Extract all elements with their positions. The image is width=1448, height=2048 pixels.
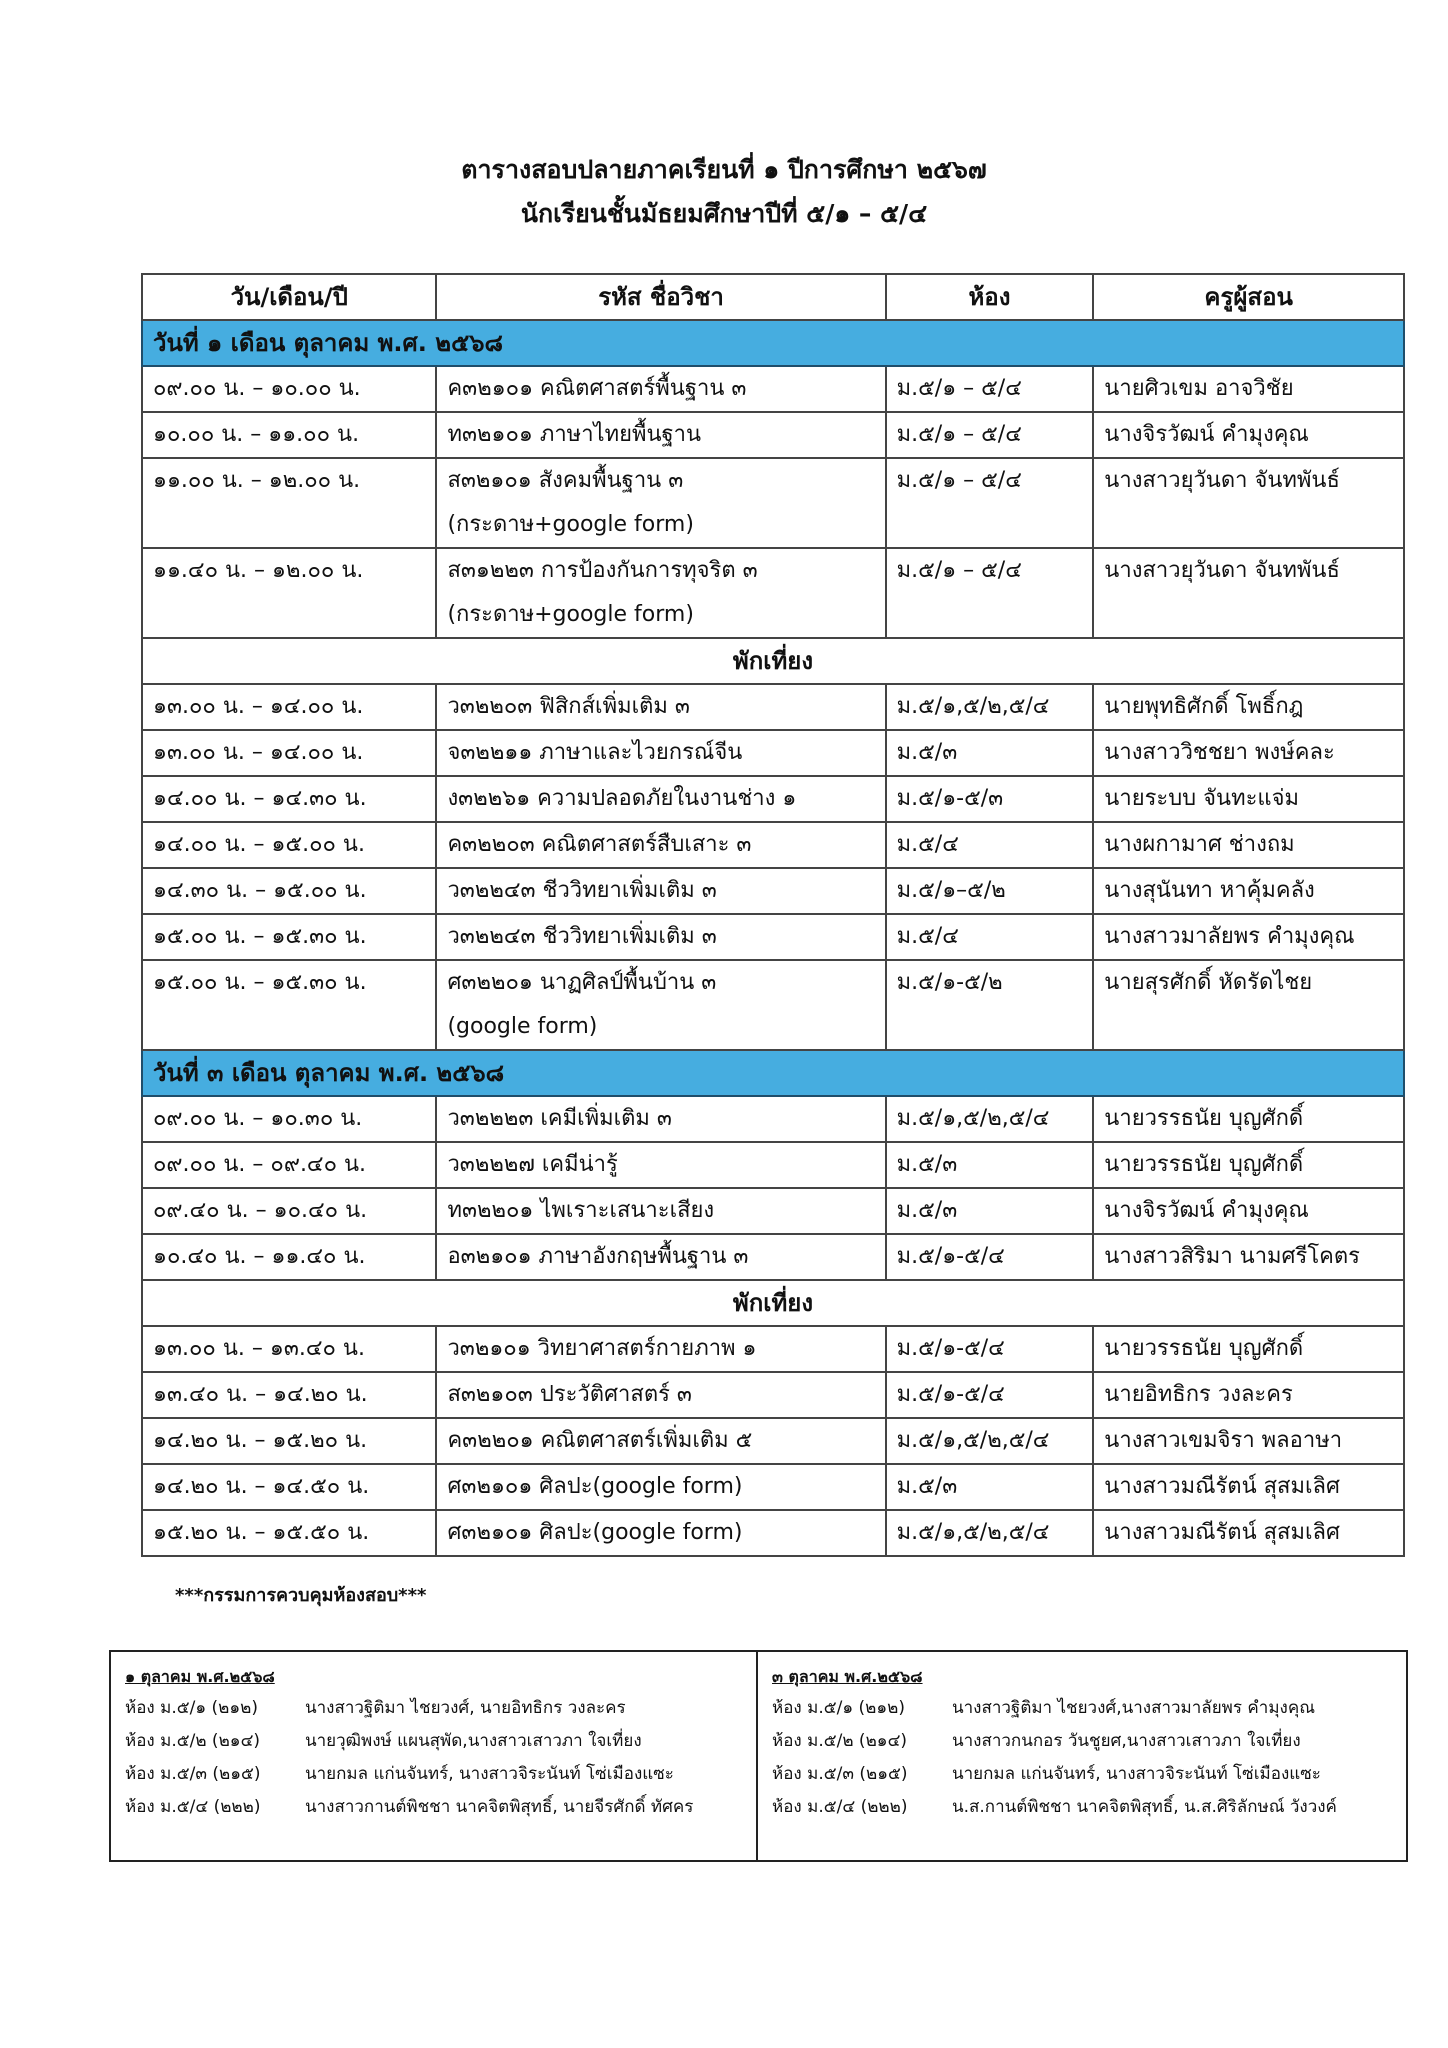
document-title <box>0 148 1448 236</box>
exam-room: ม.๕/๑-๕/๔ <box>886 1234 1094 1280</box>
exam-row <box>142 548 1404 638</box>
title-line-2: นักเรียนชั้นมัธยมศึกษาปีที่ ๕/๑ – ๕/๔ <box>520 199 928 228</box>
exam-time: ๑๔.๒๐ น. – ๑๕.๒๐ น. <box>142 1418 436 1464</box>
exam-time: ๐๙.๐๐ น. – ๑๐.๐๐ น. <box>142 366 436 412</box>
exam-time: ๑๕.๐๐ น. – ๑๕.๓๐ น. <box>142 960 436 1050</box>
exam-subject <box>436 1142 885 1188</box>
exam-room: ม.๕/๑-๕/๔ <box>886 1326 1094 1372</box>
exam-time: ๑๓.๐๐ น. – ๑๔.๐๐ น. <box>142 684 436 730</box>
exam-room: ม.๕/๑-๕/๒ <box>886 960 1094 1050</box>
exam-row <box>142 412 1404 458</box>
exam-teacher: นายระบบ จันทะแจ่ม <box>1093 776 1404 822</box>
exam-subject <box>436 1188 885 1234</box>
proctor-room: ห้อง ม.๕/๔ (๒๒๒) <box>772 1797 908 1817</box>
exam-teacher: นายศิวเขม อาจวิชัย <box>1093 366 1404 412</box>
proctor-names: นายวุฒิพงษ์ แผนสุพัด,นางสาวเสาวภา ใจเที่ยง <box>305 1731 642 1751</box>
exam-room: ม.๕/๑ – ๕/๔ <box>886 548 1094 638</box>
exam-subject <box>436 684 885 730</box>
exam-room: ม.๕/๑,๕/๒,๕/๔ <box>886 1418 1094 1464</box>
subject-note: (กระดาษ+google form) <box>447 512 694 537</box>
proctor-room: ห้อง ม.๕/๑ (๒๑๒) <box>772 1698 905 1718</box>
title-line-1: ตารางสอบปลายภาคเรียนที่ ๑ ปีการศึกษา ๒๕๖๗ <box>461 155 987 184</box>
header-subject: รหัส ชื่อวิชา <box>436 274 885 320</box>
exam-subject <box>436 412 885 458</box>
subject-name: ส๓๒๑๐๑ สังคมพื้นฐาน ๓ <box>447 468 684 493</box>
exam-subject <box>436 1326 885 1372</box>
exam-time: ๐๙.๐๐ น. – ๑๐.๓๐ น. <box>142 1096 436 1142</box>
exam-subject <box>436 1234 885 1280</box>
proctor-names: นางสาวกานต์พิชชา นาคจิตพิสุทธิ์, นายจีรศักดิ์ ทัศคร <box>305 1797 694 1817</box>
exam-row <box>142 684 1404 730</box>
exam-teacher: นางสาวเขมจิรา พลอาษา <box>1093 1418 1404 1464</box>
subject-name: ว๓๒๑๐๑ วิทยาศาสตร์กายภาพ ๑ <box>447 1336 757 1361</box>
exam-row <box>142 1188 1404 1234</box>
exam-room: ม.๕/๓ <box>886 1464 1094 1510</box>
exam-teacher: นางสาวยุวันดา จันทพันธ์ <box>1093 458 1404 548</box>
exam-teacher: นางจิรวัฒน์ คำมุงคุณ <box>1093 412 1404 458</box>
day-header-row <box>142 1050 1404 1096</box>
exam-row <box>142 1326 1404 1372</box>
exam-teacher: นางสาวมณีรัตน์ สุสมเลิศ <box>1093 1464 1404 1510</box>
exam-subject <box>436 1464 885 1510</box>
subject-name: ศ๓๒๑๐๑ ศิลปะ(google form) <box>447 1520 743 1545</box>
subject-note: (google form) <box>447 1014 598 1039</box>
subject-name: จ๓๒๒๑๑ ภาษาและไวยกรณ์จีน <box>447 740 743 765</box>
exam-row <box>142 730 1404 776</box>
exam-teacher: นางสาวมณีรัตน์ สุสมเลิศ <box>1093 1510 1404 1556</box>
proctor-date: ๑ ตุลาคม พ.ศ.๒๕๖๘ <box>125 1667 275 1686</box>
subject-name: ว๓๒๒๔๓ ชีววิทยาเพิ่มเติม ๓ <box>447 924 717 949</box>
day-label: วันที่ ๑ เดือน ตุลาคม พ.ศ. ๒๕๖๘ <box>142 320 1404 366</box>
exam-time: ๑๓.๔๐ น. – ๑๔.๒๐ น. <box>142 1372 436 1418</box>
exam-row <box>142 1418 1404 1464</box>
exam-teacher: นายสุรศักดิ์ หัดรัดไชย <box>1093 960 1404 1050</box>
exam-time: ๑๔.๐๐ น. – ๑๔.๓๐ น. <box>142 776 436 822</box>
day-label: วันที่ ๓ เดือน ตุลาคม พ.ศ. ๒๕๖๘ <box>142 1050 1404 1096</box>
exam-subject <box>436 868 885 914</box>
subject-name: ค๓๒๑๐๑ คณิตศาสตร์พื้นฐาน ๓ <box>447 376 747 401</box>
exam-time: ๑๑.๔๐ น. – ๑๒.๐๐ น. <box>142 548 436 638</box>
exam-time: ๐๙.๔๐ น. – ๑๐.๔๐ น. <box>142 1188 436 1234</box>
exam-teacher: นางผกามาศ ช่างถม <box>1093 822 1404 868</box>
exam-subject <box>436 1372 885 1418</box>
lunch-break-label: พักเที่ยง <box>142 1280 1404 1326</box>
proctor-assignment <box>125 1791 742 1824</box>
exam-row <box>142 1464 1404 1510</box>
proctor-room: ห้อง ม.๕/๒ (๒๑๔) <box>772 1731 908 1751</box>
exam-teacher: นายพุทธิศักดิ์ โพธิ์กฎ <box>1093 684 1404 730</box>
exam-row <box>142 366 1404 412</box>
exam-time: ๑๔.๓๐ น. – ๑๕.๐๐ น. <box>142 868 436 914</box>
proctor-names: นางสาวฐิติมา ไชยวงศ์, นายอิทธิกร วงละคร <box>305 1698 626 1718</box>
exam-row <box>142 914 1404 960</box>
exam-room: ม.๕/๑ – ๕/๔ <box>886 458 1094 548</box>
exam-row <box>142 1142 1404 1188</box>
proctor-room: ห้อง ม.๕/๓ (๒๑๕) <box>125 1764 261 1784</box>
exam-room: ม.๕/๑-๕/๔ <box>886 1372 1094 1418</box>
exam-time: ๑๐.๐๐ น. – ๑๑.๐๐ น. <box>142 412 436 458</box>
subject-name: ท๓๒๒๐๑ ไพเราะเสนาะเสียง <box>447 1198 715 1223</box>
exam-room: ม.๕/๑,๕/๒,๕/๔ <box>886 684 1094 730</box>
exam-subject <box>436 1096 885 1142</box>
proctor-room: ห้อง ม.๕/๒ (๒๑๔) <box>125 1731 261 1751</box>
exam-room: ม.๕/๓ <box>886 730 1094 776</box>
exam-time: ๐๙.๐๐ น. – ๐๙.๔๐ น. <box>142 1142 436 1188</box>
subject-name: ว๓๒๒๒๓ เคมีเพิ่มเติม ๓ <box>447 1106 672 1131</box>
exam-subject <box>436 366 885 412</box>
exam-row <box>142 1510 1404 1556</box>
exam-row <box>142 458 1404 548</box>
exam-subject <box>436 548 885 638</box>
exam-teacher: นายอิทธิกร วงละคร <box>1093 1372 1404 1418</box>
subject-name: ค๓๒๒๐๓ คณิตศาสตร์สืบเสาะ ๓ <box>447 832 752 857</box>
proctor-assignment <box>772 1725 1392 1758</box>
proctor-heading: ***กรรมการควบคุมห้องสอบ*** <box>175 1585 427 1606</box>
proctor-assignment <box>772 1758 1392 1791</box>
exam-teacher: นายวรรธนัย บุญศักดิ์ <box>1093 1326 1404 1372</box>
day-header-row <box>142 320 1404 366</box>
proctor-date: ๓ ตุลาคม พ.ศ.๒๕๖๘ <box>772 1667 923 1686</box>
exam-row <box>142 1372 1404 1418</box>
exam-room: ม.๕/๑–๕/๒ <box>886 868 1094 914</box>
exam-room: ม.๕/๓ <box>886 1142 1094 1188</box>
exam-subject <box>436 730 885 776</box>
exam-room: ม.๕/๑ – ๕/๔ <box>886 366 1094 412</box>
subject-name: ศ๓๒๒๐๑ นาฏศิลป์พื้นบ้าน ๓ <box>447 970 717 995</box>
subject-name: ส๓๑๒๒๓ การป้องกันการทุจริต ๓ <box>447 558 758 583</box>
exam-time: ๑๑.๐๐ น. – ๑๒.๐๐ น. <box>142 458 436 548</box>
exam-room: ม.๕/๑,๕/๒,๕/๔ <box>886 1096 1094 1142</box>
proctor-names: นางสาวฐิติมา ไชยวงศ์,นางสาวมาลัยพร คำมุงคุณ <box>952 1698 1315 1718</box>
exam-room: ม.๕/๔ <box>886 822 1094 868</box>
exam-row <box>142 960 1404 1050</box>
proctor-names: นางสาวกนกอร วันชูยศ,นางสาวเสาวภา ใจเที่ยง <box>952 1731 1301 1751</box>
subject-name: ท๓๒๑๐๑ ภาษาไทยพื้นฐาน <box>447 422 702 447</box>
proctor-room: ห้อง ม.๕/๑ (๒๑๒) <box>125 1698 258 1718</box>
exam-row <box>142 776 1404 822</box>
exam-time: ๑๕.๐๐ น. – ๑๕.๓๐ น. <box>142 914 436 960</box>
exam-room: ม.๕/๓ <box>886 1188 1094 1234</box>
subject-name: ศ๓๒๑๐๑ ศิลปะ(google form) <box>447 1474 743 1499</box>
exam-time: ๑๐.๔๐ น. – ๑๑.๔๐ น. <box>142 1234 436 1280</box>
subject-name: ว๓๒๒๐๓ ฟิสิกส์เพิ่มเติม ๓ <box>447 694 690 719</box>
lunch-break-label: พักเที่ยง <box>142 638 1404 684</box>
lunch-break-row <box>142 1280 1404 1326</box>
exam-teacher: นางสาวยุวันดา จันทพันธ์ <box>1093 548 1404 638</box>
exam-subject <box>436 960 885 1050</box>
exam-time: ๑๓.๐๐ น. – ๑๓.๔๐ น. <box>142 1326 436 1372</box>
exam-subject <box>436 822 885 868</box>
exam-subject <box>436 776 885 822</box>
subject-name: อ๓๒๑๐๑ ภาษาอังกฤษพื้นฐาน ๓ <box>447 1244 749 1269</box>
proctor-names: น.ส.กานต์พิชชา นาคจิตพิสุทธิ์, น.ส.ศิริลักษณ์ วังวงค์ <box>952 1797 1337 1817</box>
exam-room: ม.๕/๑ – ๕/๔ <box>886 412 1094 458</box>
header-room: ห้อง <box>886 274 1094 320</box>
exam-subject <box>436 458 885 548</box>
proctor-assignment <box>125 1692 742 1725</box>
exam-time: ๑๓.๐๐ น. – ๑๔.๐๐ น. <box>142 730 436 776</box>
proctor-names: นายกมล แก่นจันทร์, นางสาวจิระนันท์ โซ่เมืองแซะ <box>305 1764 674 1784</box>
proctor-box-day2 <box>756 1650 1408 1862</box>
exam-row <box>142 1234 1404 1280</box>
proctor-assignment <box>125 1758 742 1791</box>
proctor-room: ห้อง ม.๕/๓ (๒๑๕) <box>772 1764 908 1784</box>
subject-name: ง๓๒๒๖๑ ความปลอดภัยในงานช่าง ๑ <box>447 786 797 811</box>
subject-name: ค๓๒๒๐๑ คณิตศาสตร์เพิ่มเติม ๕ <box>447 1428 753 1453</box>
exam-subject <box>436 914 885 960</box>
exam-subject <box>436 1418 885 1464</box>
header-teacher: ครูผู้สอน <box>1093 274 1404 320</box>
exam-time: ๑๔.๒๐ น. – ๑๔.๕๐ น. <box>142 1464 436 1510</box>
exam-schedule-table <box>141 273 1405 1557</box>
exam-teacher: นายวรรธนัย บุญศักดิ์ <box>1093 1096 1404 1142</box>
proctor-assignment <box>125 1725 742 1758</box>
exam-row <box>142 868 1404 914</box>
exam-row <box>142 822 1404 868</box>
exam-room: ม.๕/๑,๕/๒,๕/๔ <box>886 1510 1094 1556</box>
exam-teacher: นางสาวมาลัยพร คำมุงคุณ <box>1093 914 1404 960</box>
exam-teacher: นางสุนันทา หาคุ้มคลัง <box>1093 868 1404 914</box>
proctor-assignment <box>772 1692 1392 1725</box>
lunch-break-row <box>142 638 1404 684</box>
exam-room: ม.๕/๑-๕/๓ <box>886 776 1094 822</box>
exam-room: ม.๕/๔ <box>886 914 1094 960</box>
exam-teacher: นายวรรธนัย บุญศักดิ์ <box>1093 1142 1404 1188</box>
table-header-row <box>142 274 1404 320</box>
subject-name: ว๓๒๒๒๗ เคมีน่ารู้ <box>447 1152 618 1177</box>
exam-teacher: นางสาววิชชยา พงษ์คละ <box>1093 730 1404 776</box>
proctor-assignment <box>772 1791 1392 1824</box>
exam-time: ๑๔.๐๐ น. – ๑๕.๐๐ น. <box>142 822 436 868</box>
subject-name: ส๓๒๑๐๓ ประวัติศาสตร์ ๓ <box>447 1382 692 1407</box>
exam-teacher: นางสาวสิริมา นามศรีโคตร <box>1093 1234 1404 1280</box>
proctor-names: นายกมล แก่นจันทร์, นางสาวจิระนันท์ โซ่เมืองแซะ <box>952 1764 1321 1784</box>
exam-time: ๑๕.๒๐ น. – ๑๕.๕๐ น. <box>142 1510 436 1556</box>
proctor-room: ห้อง ม.๕/๔ (๒๒๒) <box>125 1797 261 1817</box>
exam-subject <box>436 1510 885 1556</box>
exam-row <box>142 1096 1404 1142</box>
exam-teacher: นางจิรวัฒน์ คำมุงคุณ <box>1093 1188 1404 1234</box>
proctor-box-day1 <box>109 1650 758 1862</box>
subject-name: ว๓๒๒๔๓ ชีววิทยาเพิ่มเติม ๓ <box>447 878 717 903</box>
subject-note: (กระดาษ+google form) <box>447 602 694 627</box>
header-date: วัน/เดือน/ปี <box>142 274 436 320</box>
